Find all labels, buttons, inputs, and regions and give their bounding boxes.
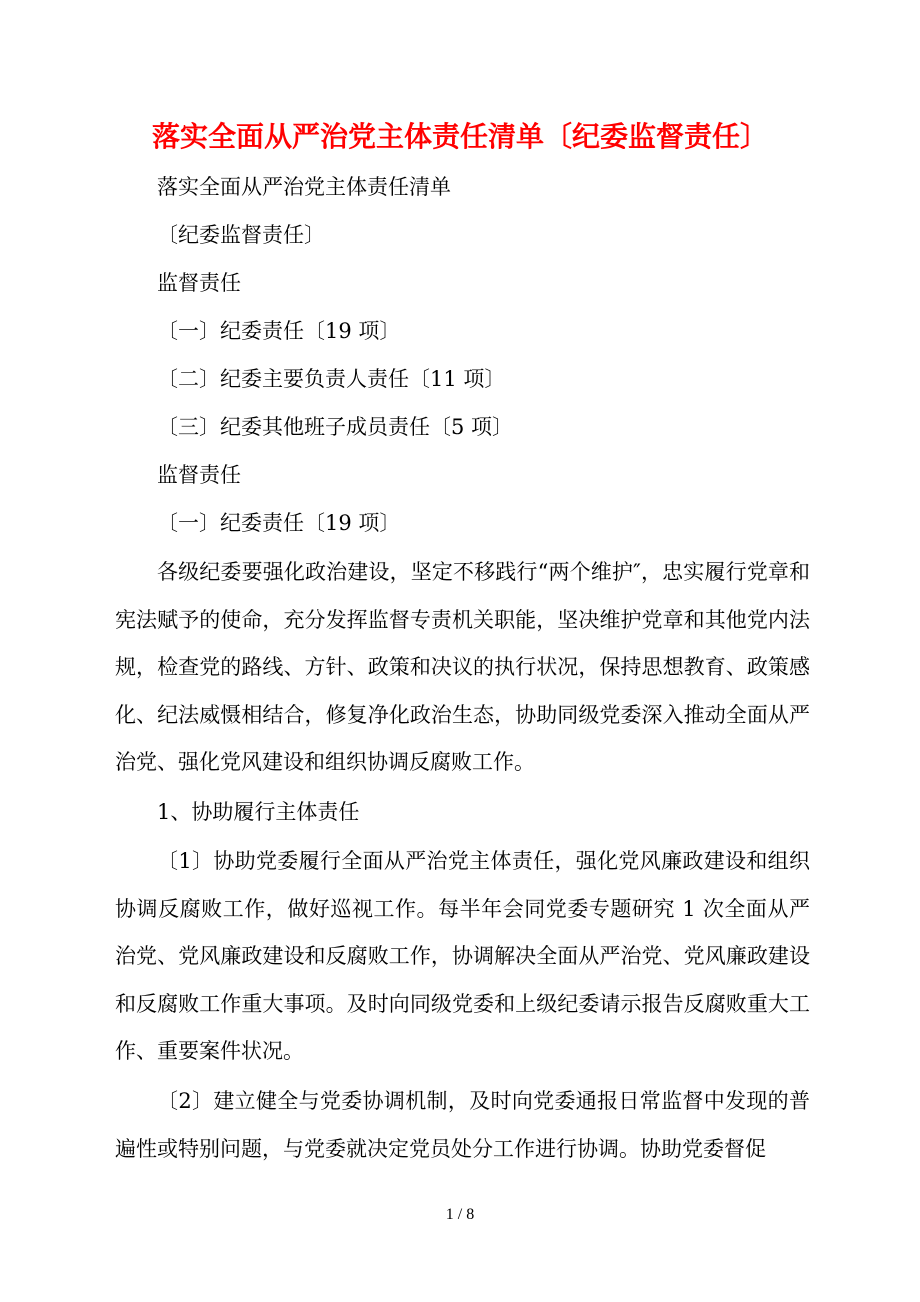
- list-item: 〔一〕纪委责任〔19 项〕: [157, 511, 401, 535]
- list-item: 〔三〕纪委其他班子成员责任〔5 项〕: [157, 415, 514, 439]
- body-paragraph: 各级纪委要强化政治建设，坚定不移践行“两个维护″，忠实履行党章和宪法赋予的使命，充分发挥监督专责机关职能，坚决维护党章和其他党内法规，检查党的路线、方针、政策和决议的执行状况，保持思想教育、政策感化、纪法威慑相结合，修复净化政治生态，协助同级党委深入推动全面从严治党、强化党风建设和组织协调反腐败工作。: [115, 560, 810, 774]
- body-paragraph: 〔1〕协助党委履行全面从严治党主体责任，强化党风廉政建设和组织协调反腐败工作，做好巡视工作。每半年会同党委专题研究 1 次全面从严治党、党风廉政建设和反腐败工作，协调解决全面从严治党、党风廉政建设和反腐败工作重大事项。及时向同级党委和上级纪委请示报告反腐败重大工作、重要案件状况。: [115, 849, 810, 1063]
- subtitle-bracket-line: 〔纪委监督责任〕: [157, 223, 325, 247]
- section-heading: 监督责任: [157, 463, 241, 487]
- list-item: 〔一〕纪委责任〔19 项〕: [157, 319, 401, 343]
- body-paragraph: 〔2〕建立健全与党委协调机制，及时向党委通报日常监督中发现的普遍性或特别问题，与党委就决定党员处分工作进行协调。协助党委督促: [115, 1089, 810, 1161]
- list-item: 〔二〕纪委主要负责人责任〔11 项〕: [157, 367, 506, 391]
- subtitle-line: 落实全面从严治党主体责任清单: [157, 175, 451, 199]
- document-title: 落实全面从严治党主体责任清单〔纪委监督责任〕: [151, 120, 768, 153]
- numbered-heading: 1、协助履行主体责任: [157, 800, 360, 824]
- section-heading: 监督责任: [157, 271, 241, 295]
- page-indicator: 1 / 8: [445, 1206, 475, 1223]
